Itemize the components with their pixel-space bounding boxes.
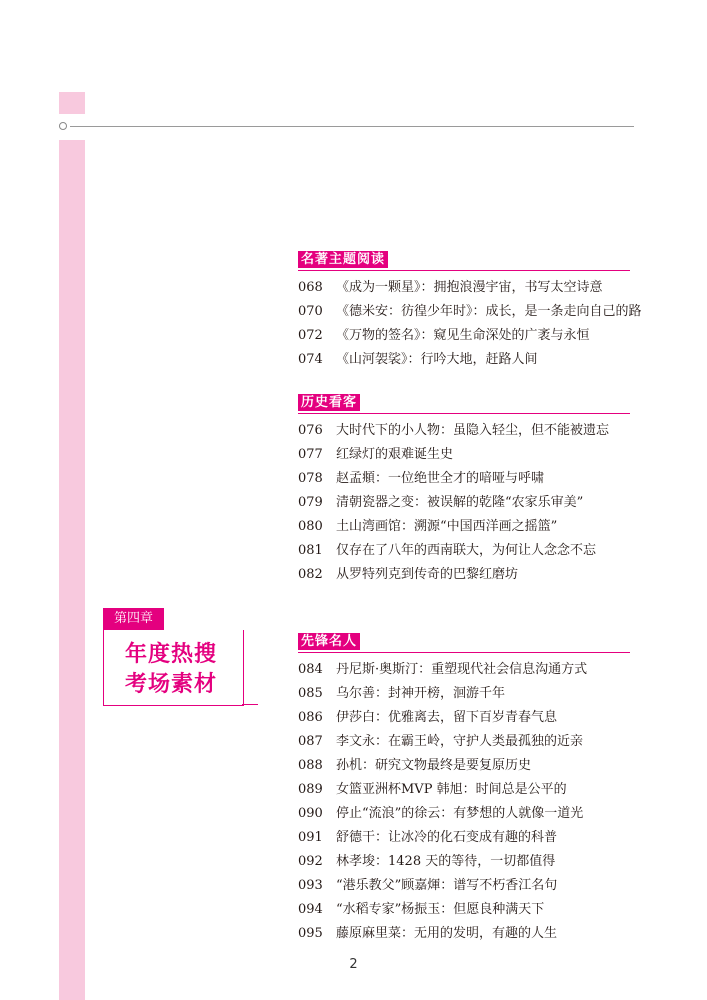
- toc-entry[interactable]: [298, 443, 630, 467]
- section-history: [298, 391, 630, 587]
- entry-page: 089: [298, 782, 323, 797]
- toc-entry[interactable]: [298, 467, 630, 491]
- entry-title: 红绿灯的艰难诞生史: [336, 447, 454, 462]
- entry-page: 074: [298, 352, 323, 367]
- toc-entry[interactable]: [298, 682, 630, 706]
- entry-title: 仅存在了八年的西南联大，为何让人念念不忘: [336, 543, 597, 558]
- entry-page: 084: [298, 662, 323, 677]
- toc-entry[interactable]: [298, 348, 642, 372]
- chapter-title: [108, 640, 234, 700]
- entry-page: 077: [298, 447, 323, 462]
- rule-circle: [59, 122, 67, 130]
- entry-title: 女篮亚洲杯MVP 韩旭：时间总是公平的: [336, 782, 567, 797]
- entry-title: 清朝瓷器之变：被误解的乾隆“农家乐审美”: [336, 495, 584, 510]
- top-rule: [70, 126, 634, 127]
- entry-page: 068: [298, 280, 323, 295]
- entry-title: 《成为一颗星》：拥抱浪漫宇宙，书写太空诗意: [336, 280, 603, 295]
- chapter-title-line2: 考场素材: [124, 672, 217, 697]
- entry-page: 082: [298, 567, 323, 582]
- entry-title: 《德米安：彷徨少年时》：成长，是一条走向自己的路: [336, 304, 642, 319]
- toc-entry[interactable]: [298, 563, 630, 587]
- toc-entry[interactable]: [298, 754, 630, 778]
- entry-page: 094: [298, 902, 323, 917]
- section-pioneers: [298, 630, 630, 946]
- toc-entry[interactable]: [298, 706, 630, 730]
- toc-entry[interactable]: [298, 539, 630, 563]
- toc-entry[interactable]: [298, 515, 630, 539]
- entry-page: 079: [298, 495, 323, 510]
- toc-entry[interactable]: [298, 826, 630, 850]
- toc-entry[interactable]: [298, 874, 630, 898]
- page-number: 2: [349, 957, 358, 972]
- toc-entry[interactable]: [298, 276, 642, 300]
- toc-entry[interactable]: [298, 802, 630, 826]
- entry-title: 丹尼斯·奥斯汀：重塑现代社会信息沟通方式: [336, 662, 588, 677]
- toc-entry[interactable]: [298, 419, 630, 443]
- entry-page: 088: [298, 758, 323, 773]
- chapter-frame-tail: [242, 704, 258, 705]
- section-classics: [298, 248, 642, 372]
- entry-title: 赵孟頫：一位绝世全才的喑哑与呼啸: [336, 471, 545, 486]
- entry-title: 李文永：在霸王岭，守护人类最孤独的近亲: [336, 734, 584, 749]
- entry-page: 090: [298, 806, 323, 821]
- entry-title: 林孝埈：1428 天的等待，一切都值得: [336, 854, 556, 869]
- entry-title: 乌尔善：封神开榜，洄游千年: [336, 686, 506, 701]
- entry-page: 070: [298, 304, 323, 319]
- entry-title: 舒德干：让冰冷的化石变成有趣的科普: [336, 830, 558, 845]
- entry-page: 087: [298, 734, 323, 749]
- entry-title: 从罗特列克到传奇的巴黎红磨坊: [336, 567, 519, 582]
- toc-entry[interactable]: [298, 898, 630, 922]
- entry-title: 藤原麻里菜：无用的发明，有趣的人生: [336, 926, 558, 941]
- entry-page: 095: [298, 926, 323, 941]
- entry-page: 072: [298, 328, 323, 343]
- section-rule: [298, 652, 630, 653]
- entry-page: 086: [298, 710, 323, 725]
- toc-entry[interactable]: [298, 778, 630, 802]
- side-band: [59, 140, 85, 1000]
- section-rule: [298, 413, 630, 414]
- toc-entry[interactable]: [298, 658, 630, 682]
- entry-page: 093: [298, 878, 323, 893]
- entry-page: 078: [298, 471, 323, 486]
- entry-page: 076: [298, 423, 323, 438]
- entry-page: 092: [298, 854, 323, 869]
- toc-entry[interactable]: [298, 850, 630, 874]
- toc-entry[interactable]: [298, 922, 630, 946]
- chapter-title-line1: 年度热搜: [124, 642, 217, 667]
- toc-entry[interactable]: [298, 730, 630, 754]
- entry-title: “港乐教父”顾嘉煇：谱写不朽香江名句: [336, 878, 558, 893]
- section-title: 名著主题阅读: [298, 251, 388, 268]
- toc-entry[interactable]: [298, 324, 642, 348]
- chapter-tag: 第四章: [103, 608, 164, 630]
- entry-title: 《山河袈裟》：行吟大地，赶路人间: [336, 352, 538, 367]
- entry-page: 081: [298, 543, 323, 558]
- entry-page: 080: [298, 519, 323, 534]
- entry-title: 孙机：研究文物最终是要复原历史: [336, 758, 532, 773]
- entry-page: 085: [298, 686, 323, 701]
- entry-title: “水稻专家”杨振玉：但愿良种满天下: [336, 902, 545, 917]
- section-title: 先锋名人: [298, 633, 360, 650]
- entry-title: 伊莎白：优雅离去，留下百岁青春气息: [336, 710, 558, 725]
- side-band-top: [59, 92, 85, 114]
- entry-title: 大时代下的小人物：虽隐入轻尘，但不能被遗忘: [336, 423, 610, 438]
- section-title: 历史看客: [298, 394, 360, 411]
- entry-title: 停止“流浪”的徐云：有梦想的人就像一道光: [336, 806, 584, 821]
- entry-title: 土山湾画馆：溯源“中国西洋画之摇篮”: [336, 519, 558, 534]
- toc-entry[interactable]: [298, 300, 642, 324]
- section-rule: [298, 270, 630, 271]
- entry-page: 091: [298, 830, 323, 845]
- toc-entry[interactable]: [298, 491, 630, 515]
- entry-title: 《万物的签名》：窥见生命深处的广袤与永恒: [336, 328, 590, 343]
